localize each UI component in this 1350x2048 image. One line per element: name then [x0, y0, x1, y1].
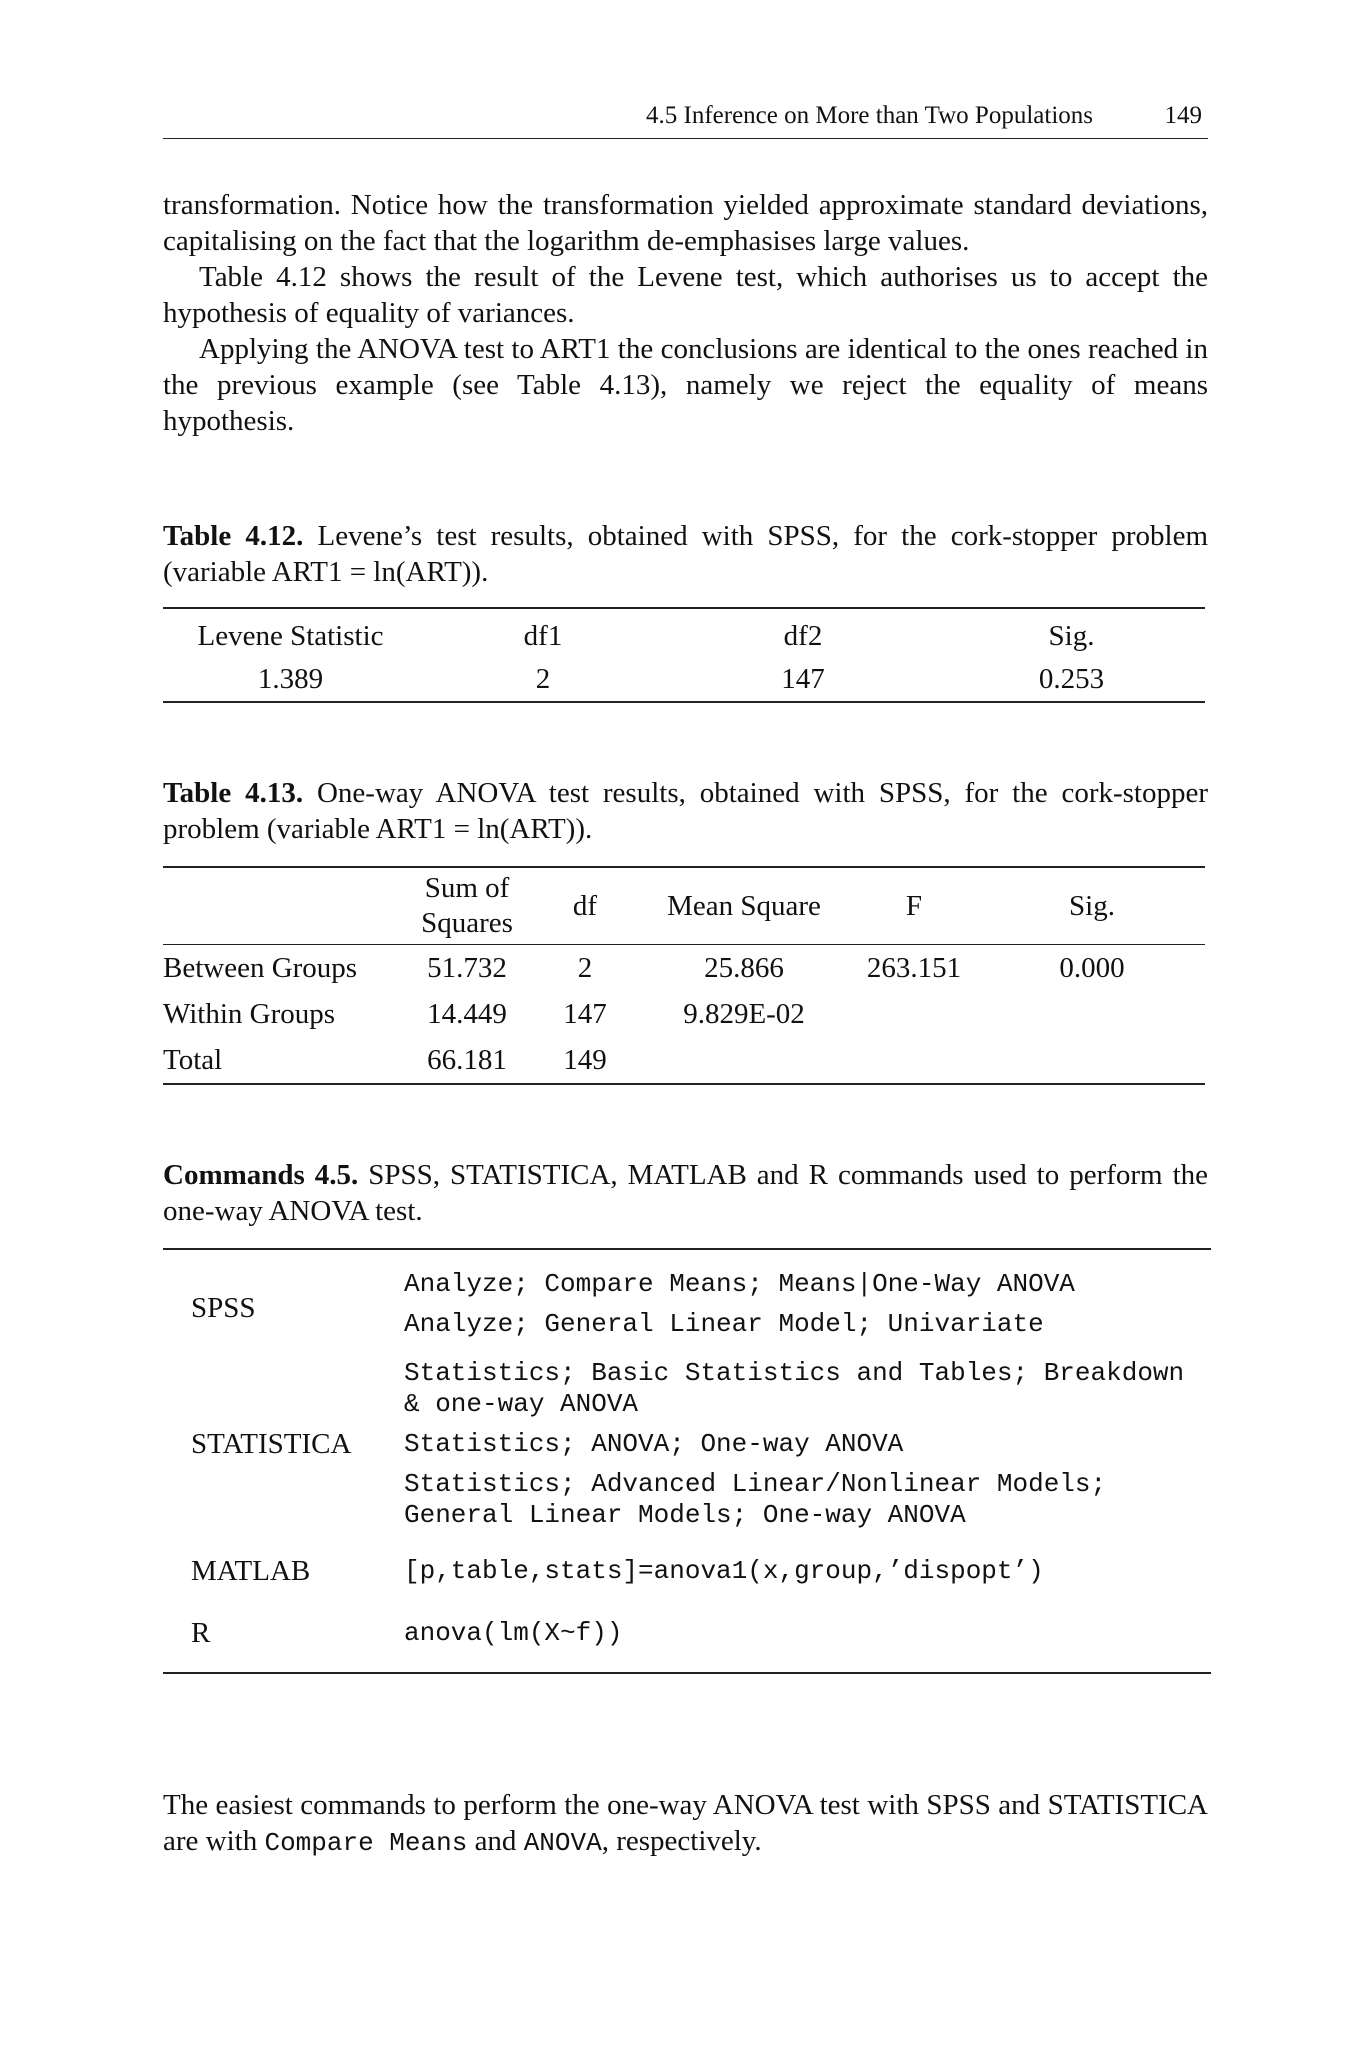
table-4-12 [163, 607, 1205, 703]
header-cell: df [531, 867, 639, 945]
command-line: [p,table,stats]=anova1(x,group,’dispopt’) [404, 1555, 1044, 1586]
header-cell: F [849, 867, 979, 945]
header-cell: Sum of Squares [403, 867, 531, 945]
closing-text-part: The easiest commands to perform the one-way ANOVA test with SPSS and STATISTICA are with [163, 1789, 1208, 1857]
command-list [404, 1349, 1211, 1540]
table-4-13-caption-text: One-way ANOVA test results, obtained with SPSS, for the cork-stopper problem (variable ART1 = ln(ART)). [163, 777, 1209, 845]
table-4-13 [163, 866, 1205, 1085]
running-title: 4.5 Inference on More than Two Populations [646, 102, 1093, 129]
table-cell [849, 991, 979, 1037]
commands-4-5-caption-text: SPSS, STATISTICA, MATLAB and R commands used to perform the one-way ANOVA test. [163, 1159, 1208, 1227]
table-cell [849, 1037, 979, 1084]
running-header [163, 98, 1208, 139]
header-cell [163, 867, 403, 945]
table-row [163, 1037, 1205, 1084]
commands-4-5-label: Commands 4.5. [163, 1159, 359, 1191]
closing-text-part: , respectively. [601, 1825, 762, 1857]
commands-4-5-caption [163, 1157, 1208, 1229]
header-cell: Sig. [979, 867, 1205, 945]
table-cell: 25.866 [704, 951, 784, 984]
command-line: Statistics; Advanced Linear/Nonlinear Models; General Linear Models; One-way ANOVA [404, 1469, 1107, 1530]
table-4-12-label: Table 4.12. [163, 520, 304, 552]
row-label: Between Groups [163, 951, 358, 984]
paragraph-3: Applying the ANOVA test to ART1 the conclusions are identical to the ones reached in the previous example (see Table 4.13), namely we reject the equality of means hypothesis. [163, 333, 1208, 437]
table-cell: 149 [563, 1043, 607, 1076]
command-row-matlab [163, 1540, 1211, 1602]
command-list [404, 1249, 1211, 1349]
command-line: anova(lm(X~f)) [404, 1617, 623, 1648]
table-cell: 2 [535, 663, 551, 695]
row-label: Total [163, 1043, 223, 1076]
header-cell: Mean Square [639, 867, 849, 945]
table-cell: 9.829E-02 [683, 997, 805, 1030]
table-cell: 147 [563, 997, 607, 1030]
header-cell: df2 [783, 620, 823, 652]
table-4-12-caption [163, 518, 1208, 590]
table-header-row [163, 608, 1205, 658]
command-line: Analyze; General Linear Model; Univariate [404, 1309, 1044, 1339]
inline-code-compare-means: Compare Means [264, 1828, 468, 1858]
table-row [163, 658, 1205, 702]
table-cell [639, 1037, 849, 1084]
command-line: Statistics; Basic Statistics and Tables; Breakdown & one-way ANOVA [404, 1358, 1185, 1419]
table-cell: 147 [781, 663, 825, 695]
command-line: Analyze; Compare Means; Means|One-Way ANOVA [404, 1269, 1075, 1299]
software-label: STATISTICA [191, 1428, 352, 1460]
intro-paragraphs [163, 187, 1208, 439]
table-cell: 0.253 [1038, 663, 1105, 695]
table-cell: 66.181 [427, 1043, 507, 1076]
table-row [163, 945, 1205, 992]
software-label: MATLAB [191, 1554, 311, 1587]
inline-code-anova: ANOVA [523, 1828, 602, 1858]
table-cell [979, 1037, 1205, 1084]
command-row-spss [163, 1249, 1211, 1349]
software-label: R [191, 1616, 211, 1649]
page-number: 149 [1164, 102, 1202, 129]
header-cell: Sig. [1048, 620, 1095, 652]
table-row [163, 991, 1205, 1037]
table-cell [979, 991, 1205, 1037]
table-4-12-caption-text: Levene’s test results, obtained with SPSS, for the cork-stopper problem (variable ART1 = ln(ART)). [163, 520, 1209, 588]
table-4-13-label: Table 4.13. [163, 777, 304, 809]
closing-text-part: and [474, 1825, 517, 1857]
command-line: Statistics; ANOVA; One-way ANOVA [404, 1429, 904, 1459]
table-cell: 2 [577, 951, 593, 984]
command-row-r [163, 1602, 1211, 1673]
command-list [404, 1602, 1211, 1673]
closing-paragraph [163, 1787, 1208, 1861]
command-row-statistica [163, 1349, 1211, 1540]
header-cell: Levene Statistic [197, 620, 384, 652]
command-list [404, 1540, 1211, 1602]
paragraph-1: transformation. Notice how the transformation yielded approximate standard deviations, capitalising on the fact that the logarithm de-emphasises large values. [163, 189, 1208, 257]
table-4-13-caption [163, 775, 1208, 847]
closing-text [163, 1787, 1208, 1861]
table-cell: 51.732 [427, 951, 507, 984]
table-cell: 14.449 [427, 997, 507, 1030]
table-cell: 263.151 [866, 951, 962, 984]
table-cell: 1.389 [257, 663, 324, 695]
table-header-row [163, 867, 1205, 945]
header-cell: df1 [523, 620, 563, 652]
paragraph-2: Table 4.12 shows the result of the Levene test, which authorises us to accept the hypothesis of equality of variances. [163, 261, 1208, 329]
row-label: Within Groups [163, 997, 336, 1030]
commands-table [163, 1248, 1211, 1674]
software-label: SPSS [191, 1292, 256, 1324]
table-cell: 0.000 [1059, 951, 1125, 984]
